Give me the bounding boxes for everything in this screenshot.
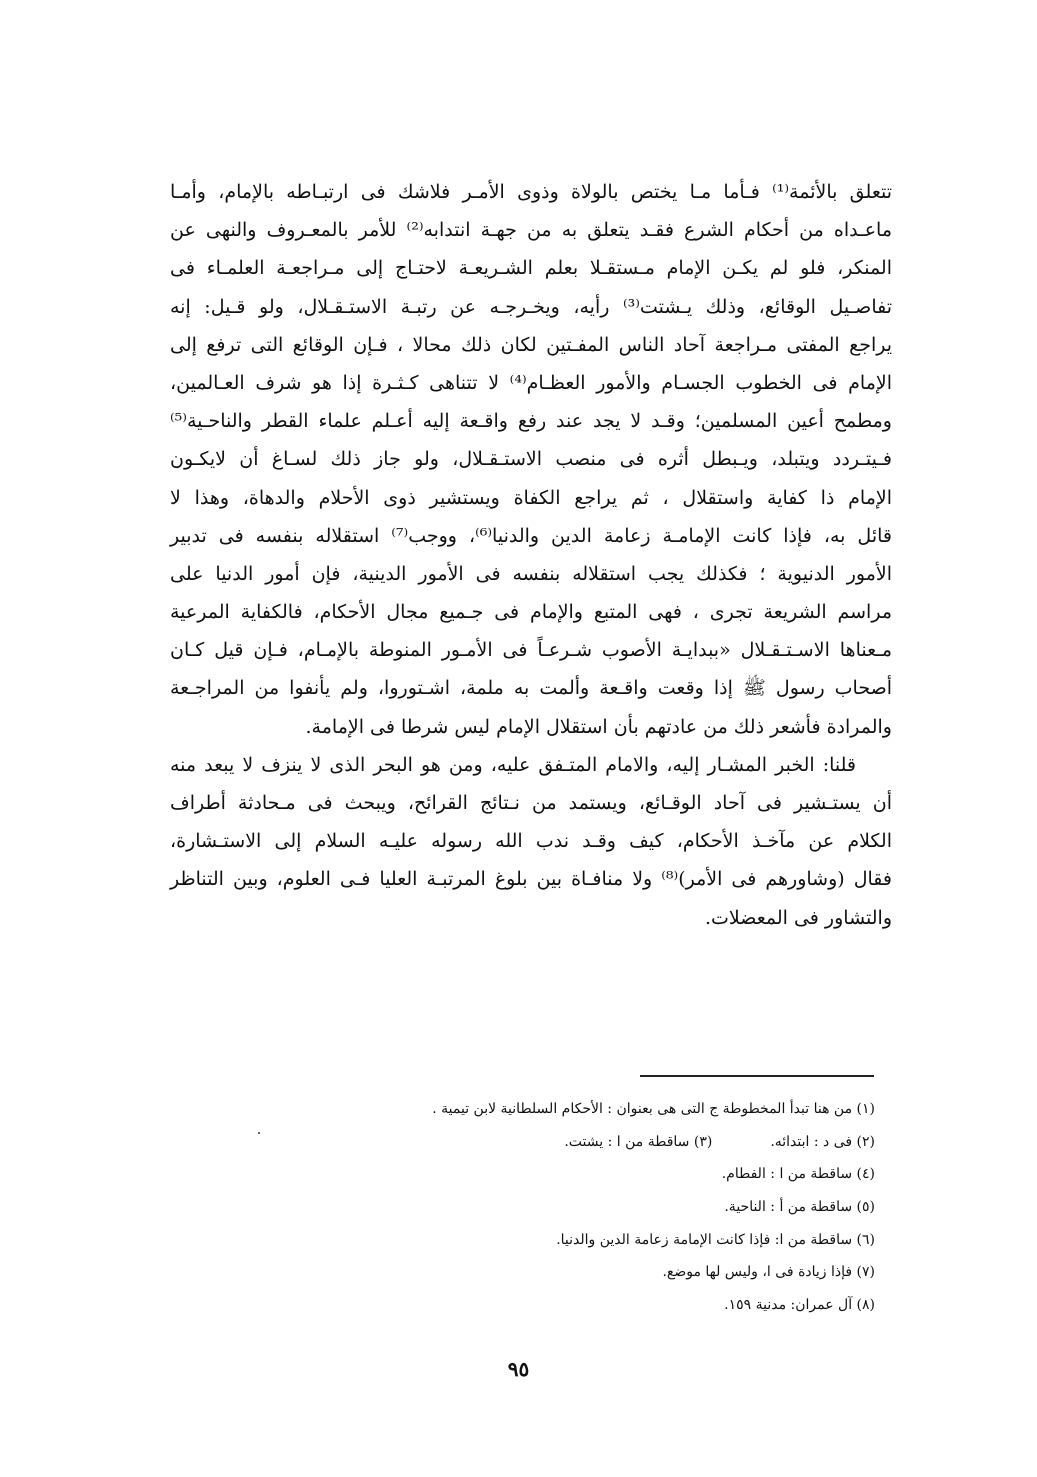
footnote-4: (٤) ساقطة من ا : الفطام. <box>721 1166 875 1183</box>
footnotes <box>250 1093 875 1322</box>
text-line: مـعناها الاسـتـقـلال «ببدايـة الأصوب شـرعـاً فى الأمـور المنوطة بالإمـام، فـإن قيل كـان <box>170 639 892 662</box>
text-line: تتعلق بالأئمة⁽¹⁾ فـأما مـا يختص بالولاة وذوى الأمـر فلاشك فى ارتبـاطه بالإمام، وأمـا <box>170 181 893 203</box>
text-line: الكلام عن مآخـذ الأحكام، كيف وقـد ندب الله رسوله عليـه السلام إلى الاستـشارة، <box>170 830 892 853</box>
main-text <box>170 173 892 937</box>
text-line: والتشاور فى المعضلات. <box>704 906 892 929</box>
text-line: يراجع المفتى مـراجعة آحاد الناس المفـتين لكان ذلك محالا ، فـإن الوقائع التى ترفع إلى <box>170 333 892 356</box>
text-line: مراسم الشريعة تجرى ، فهى المتبع والإمام فى جـميع مجال الأحكام، فالكفاية المرعية <box>170 601 892 624</box>
text-line: والمرادة فأشعر ذلك من عادتهم بأن استقلال الإمام ليس شرطا فى الإمامة. <box>305 715 892 738</box>
text-line: ومطمح أعين المسلمين؛ وقـد لا يجد عند رفع واقـعة إليه أعـلم علماء القطر والناحـية⁽⁵⁾ <box>170 410 892 433</box>
footnote-2: (٢) فى د : ابتدائه. <box>770 1133 875 1150</box>
text-line: الإمام فى الخطوب الجسـام والأمور العظـام⁽⁴⁾ لا تتناهى كـثـرة إذا هو شرف العـالمين، <box>170 371 892 394</box>
text-line: الإمام ذا كفاية واستقلال ، ثم يراجع الكفاة ويستشير ذوى الأحلام والدهاة، وهذا لا <box>170 486 892 509</box>
footnote-8: (٨) آل عمران: مدنية ١٥٩. <box>724 1297 875 1314</box>
text-line: فـيتـردد ويتبلد، ويـبطل أثره فى منصب الاستـقـلال، ولو جاز ذلك لسـاغ أن لايكـون <box>170 448 892 471</box>
text-line: قلنا: الخبر المشـار إليه، والامام المتـفق عليه، ومن هو البحر الذى لا ينزف لا يبعد منه <box>170 753 856 776</box>
footnote-7: (٧) فإذا زيادة فى ا، وليس لها موضع. <box>662 1264 875 1281</box>
footnote-6: (٦) ساقطة من ا: فإذا كانت الإمامة زعامة الدين والدنيا. <box>556 1231 875 1248</box>
footnote-1: (١) من هنا تبدأ المخطوطة ج التى هى بعنوان : الأحكام السلطانية لابن تيمية . <box>432 1101 875 1117</box>
footnote-3: (٣) ساقطة من ا : يشتت. <box>564 1133 713 1150</box>
text-line: المنكر، فلو لم يكـن الإمام مـستقـلا بعلم الشـريعـة لاحتـاج إلى مـراجعـة العلمـاء فى <box>170 257 892 280</box>
text-line: الأمور الدنيوية ؛ فكذلك يجب استقلاله بنفسه فى الأمور الدينية، فإن أمور الدنيا على <box>170 562 892 585</box>
text-line: ماعـداه من أحكام الشرع فقـد يتعلق به من جهـة انتدابه⁽²⁾ للأمر بالمعـروف والنهى عن <box>170 219 892 242</box>
text-line: أن يستـشير فى آحاد الوقـائع، ويستمد من نـتائج القرائح، ويبحث فى مـحادثة أطراف <box>170 792 892 814</box>
text-line: أصحاب رسول ﷺ إذا وقعت واقـعة وألمت به ملمة، اشـتوروا، ولم يأنفوا من المراجـعة <box>170 677 892 700</box>
text-line: تفاصـيل الوقائع، وذلك يـشتت⁽³⁾ رأيه، ويخـرجـه عن رتبـة الاستـقـلال، ولو قـيل: إنه <box>170 295 893 318</box>
text-line: فقال (وشاورهم فى الأمر)⁽⁸⁾ ولا منافـاة بين بلوغ المرتبـة العليا فـى العلوم، وبين التناظر <box>170 868 892 891</box>
footnote-5: (٥) ساقطة من أ : الناحية. <box>724 1199 875 1216</box>
ink-speck <box>258 1132 260 1134</box>
text-line: قائل به، فإذا كانت الإمامـة زعامة الدين والدنيا⁽⁶⁾، ووجب⁽⁷⁾ استقلاله بنفسه فى تدبير <box>170 524 892 547</box>
footnote-row-2-3 <box>250 1126 875 1159</box>
footnote-separator <box>640 1075 874 1077</box>
page-number: ٩٥ <box>507 1357 530 1381</box>
